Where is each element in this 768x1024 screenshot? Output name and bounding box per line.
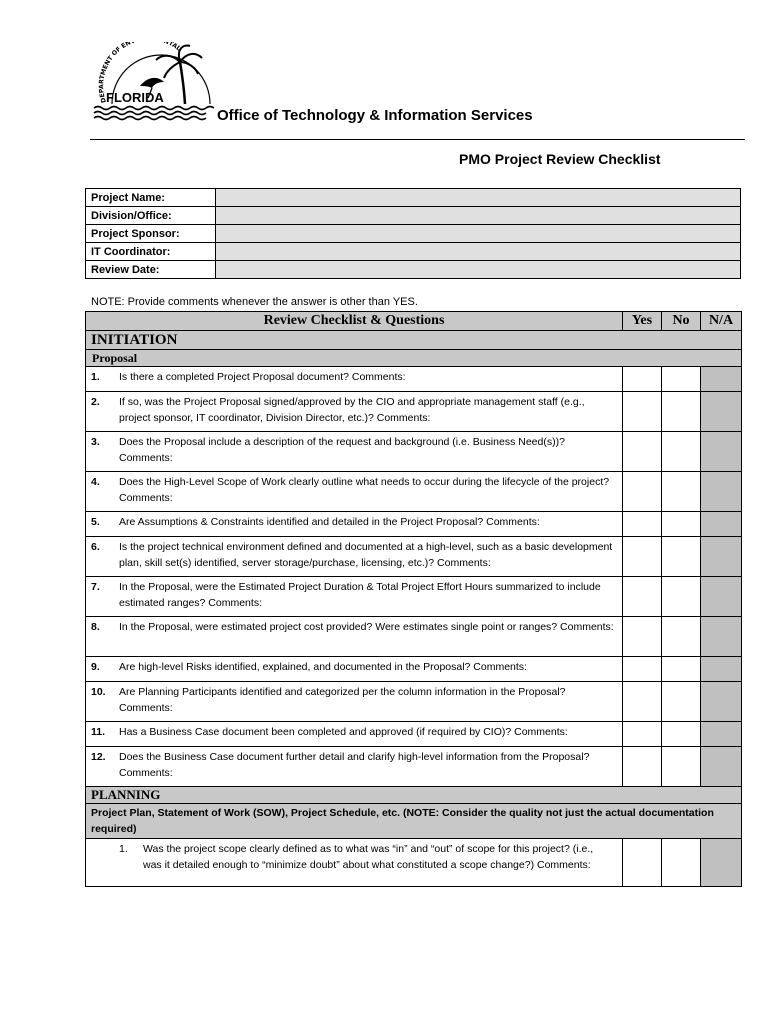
division-office-label: Division/Office: (86, 207, 216, 225)
checklist-row (86, 839, 742, 887)
na-checkbox[interactable] (701, 747, 742, 787)
question-cell (86, 747, 623, 787)
yes-checkbox[interactable] (623, 747, 662, 787)
yes-checkbox[interactable] (623, 537, 662, 577)
question-text: In the Proposal, were estimated project cost provided? Were estimates single point or ranges? Comments: (119, 621, 614, 633)
checklist-row (86, 537, 742, 577)
na-checkbox[interactable] (701, 722, 742, 747)
question-cell (86, 682, 623, 722)
planning-phase-heading: PLANNING (86, 787, 742, 804)
question-cell (86, 537, 623, 577)
question-text: Does the Proposal include a description of the request and background (i.e. Business Need(s))? Comments: (119, 436, 565, 464)
question-number: 12. (91, 751, 106, 763)
yes-checkbox[interactable] (623, 839, 662, 887)
question-number: 2. (91, 396, 100, 408)
na-checkbox[interactable] (701, 367, 742, 392)
initiation-phase-row (86, 331, 742, 350)
checklist-row (86, 512, 742, 537)
question-text: Are high-level Risks identified, explained, and documented in the Proposal? Comments: (119, 661, 527, 673)
na-checkbox[interactable] (701, 537, 742, 577)
it-coordinator-row (86, 243, 741, 261)
question-number: 3. (91, 436, 100, 448)
question-number: 5. (91, 516, 100, 528)
question-number: 7. (91, 581, 100, 593)
question-text: Has a Business Case document been completed and approved (if required by CIO)? Comments: (119, 726, 568, 738)
question-number: 11. (91, 726, 106, 738)
project-info-table (85, 188, 741, 279)
question-number: 1. (119, 843, 128, 855)
question-number: 6. (91, 541, 100, 553)
na-checkbox[interactable] (701, 839, 742, 887)
checklist-row (86, 392, 742, 432)
checklist-row (86, 432, 742, 472)
no-checkbox[interactable] (662, 747, 701, 787)
proposal-section-row (86, 350, 742, 367)
project-sponsor-field[interactable] (216, 225, 741, 243)
project-sponsor-row (86, 225, 741, 243)
project-name-row (86, 189, 741, 207)
na-checkbox[interactable] (701, 577, 742, 617)
question-cell (86, 472, 623, 512)
yes-checkbox[interactable] (623, 657, 662, 682)
na-column-header: N/A (701, 312, 742, 331)
yes-checkbox[interactable] (623, 722, 662, 747)
no-column-header: No (662, 312, 701, 331)
question-cell (86, 657, 623, 682)
florida-dep-logo (92, 42, 214, 126)
checklist-row (86, 747, 742, 787)
review-date-label: Review Date: (86, 261, 216, 279)
project-sponsor-label: Project Sponsor: (86, 225, 216, 243)
questions-column-header: Review Checklist & Questions (86, 312, 623, 331)
checklist-row (86, 472, 742, 512)
question-number: 10. (91, 686, 106, 698)
project-plan-section-row (86, 804, 742, 839)
no-checkbox[interactable] (662, 432, 701, 472)
question-cell (86, 577, 623, 617)
yes-checkbox[interactable] (623, 617, 662, 657)
question-number: 4. (91, 476, 100, 488)
planning-phase-row (86, 787, 742, 804)
checklist-row (86, 367, 742, 392)
question-text: Is the project technical environment defined and documented at a high-level, such as a basic development plan, skill set(s) identified, server storage/purchase, licensing, etc.)? Comments: (119, 541, 613, 569)
question-cell (86, 839, 623, 887)
question-cell (86, 722, 623, 747)
checklist-row (86, 657, 742, 682)
comments-note: NOTE: Provide comments whenever the answer is other than YES. (91, 296, 418, 308)
na-checkbox[interactable] (701, 432, 742, 472)
checklist-row (86, 577, 742, 617)
checklist-header-row (86, 312, 742, 331)
logo-label: FLORIDA (106, 90, 164, 105)
yes-checkbox[interactable] (623, 682, 662, 722)
yes-checkbox[interactable] (623, 512, 662, 537)
no-checkbox[interactable] (662, 839, 701, 887)
question-text: Are Assumptions & Constraints identified and detailed in the Project Proposal? Comments: (119, 516, 540, 528)
division-office-field[interactable] (216, 207, 741, 225)
na-checkbox[interactable] (701, 472, 742, 512)
question-text: Does the Business Case document further detail and clarify high-level information from the Proposal? Comments: (119, 751, 590, 779)
yes-checkbox[interactable] (623, 472, 662, 512)
no-checkbox[interactable] (662, 657, 701, 682)
no-checkbox[interactable] (662, 617, 701, 657)
initiation-phase-heading: INITIATION (86, 331, 742, 350)
question-number: 1. (91, 371, 100, 383)
office-title: Office of Technology & Information Services (217, 107, 533, 124)
no-checkbox[interactable] (662, 392, 701, 432)
question-text: If so, was the Project Proposal signed/approved by the CIO and appropriate management staff (e.g., project sponsor, IT coordinator, Division Director, etc.)? Comments: (119, 396, 585, 424)
question-text: In the Proposal, were the Estimated Project Duration & Total Project Effort Hours summarized to include estimated ranges? Comments: (119, 581, 601, 609)
question-cell (86, 512, 623, 537)
it-coordinator-field[interactable] (216, 243, 741, 261)
division-office-row (86, 207, 741, 225)
checklist-row (86, 682, 742, 722)
yes-checkbox[interactable] (623, 392, 662, 432)
yes-checkbox[interactable] (623, 432, 662, 472)
question-cell (86, 392, 623, 432)
review-date-row (86, 261, 741, 279)
question-text: Is there a completed Project Proposal document? Comments: (119, 371, 406, 383)
na-checkbox[interactable] (701, 657, 742, 682)
no-checkbox[interactable] (662, 537, 701, 577)
no-checkbox[interactable] (662, 472, 701, 512)
na-checkbox[interactable] (701, 682, 742, 722)
question-cell (86, 432, 623, 472)
no-checkbox[interactable] (662, 512, 701, 537)
review-date-field[interactable] (216, 261, 741, 279)
question-cell (86, 617, 623, 657)
question-text: Was the project scope clearly defined as to what was “in” and “out” of scope for this project? (i.e., was it detailed enough to “minimize doubt” about what constituted a scope change?) Comments: (143, 843, 594, 871)
project-plan-section-heading: Project Plan, Statement of Work (SOW), Project Schedule, etc. (NOTE: Consider the quality not just the actual documentation required) (86, 804, 742, 839)
no-checkbox[interactable] (662, 722, 701, 747)
yes-column-header: Yes (623, 312, 662, 331)
it-coordinator-label: IT Coordinator: (86, 243, 216, 261)
na-checkbox[interactable] (701, 617, 742, 657)
question-text: Are Planning Participants identified and categorized per the column information in the Proposal? Comments: (119, 686, 566, 714)
no-checkbox[interactable] (662, 367, 701, 392)
project-name-label: Project Name: (86, 189, 216, 207)
na-checkbox[interactable] (701, 512, 742, 537)
header-divider (90, 139, 745, 140)
question-number: 8. (91, 621, 100, 633)
na-checkbox[interactable] (701, 392, 742, 432)
no-checkbox[interactable] (662, 682, 701, 722)
checklist-row (86, 722, 742, 747)
no-checkbox[interactable] (662, 577, 701, 617)
project-name-field[interactable] (216, 189, 741, 207)
question-number: 9. (91, 661, 100, 673)
yes-checkbox[interactable] (623, 577, 662, 617)
question-cell (86, 367, 623, 392)
review-checklist-table (85, 311, 742, 887)
document-title: PMO Project Review Checklist (459, 151, 661, 167)
logo-arc-text: DEPARTMENT OF EN TAL (98, 42, 182, 104)
checklist-row (86, 617, 742, 657)
question-text: Does the High-Level Scope of Work clearly outline what needs to occur during the lifecycle of the project? Comments: (119, 476, 610, 504)
proposal-section-heading: Proposal (86, 350, 742, 367)
yes-checkbox[interactable] (623, 367, 662, 392)
